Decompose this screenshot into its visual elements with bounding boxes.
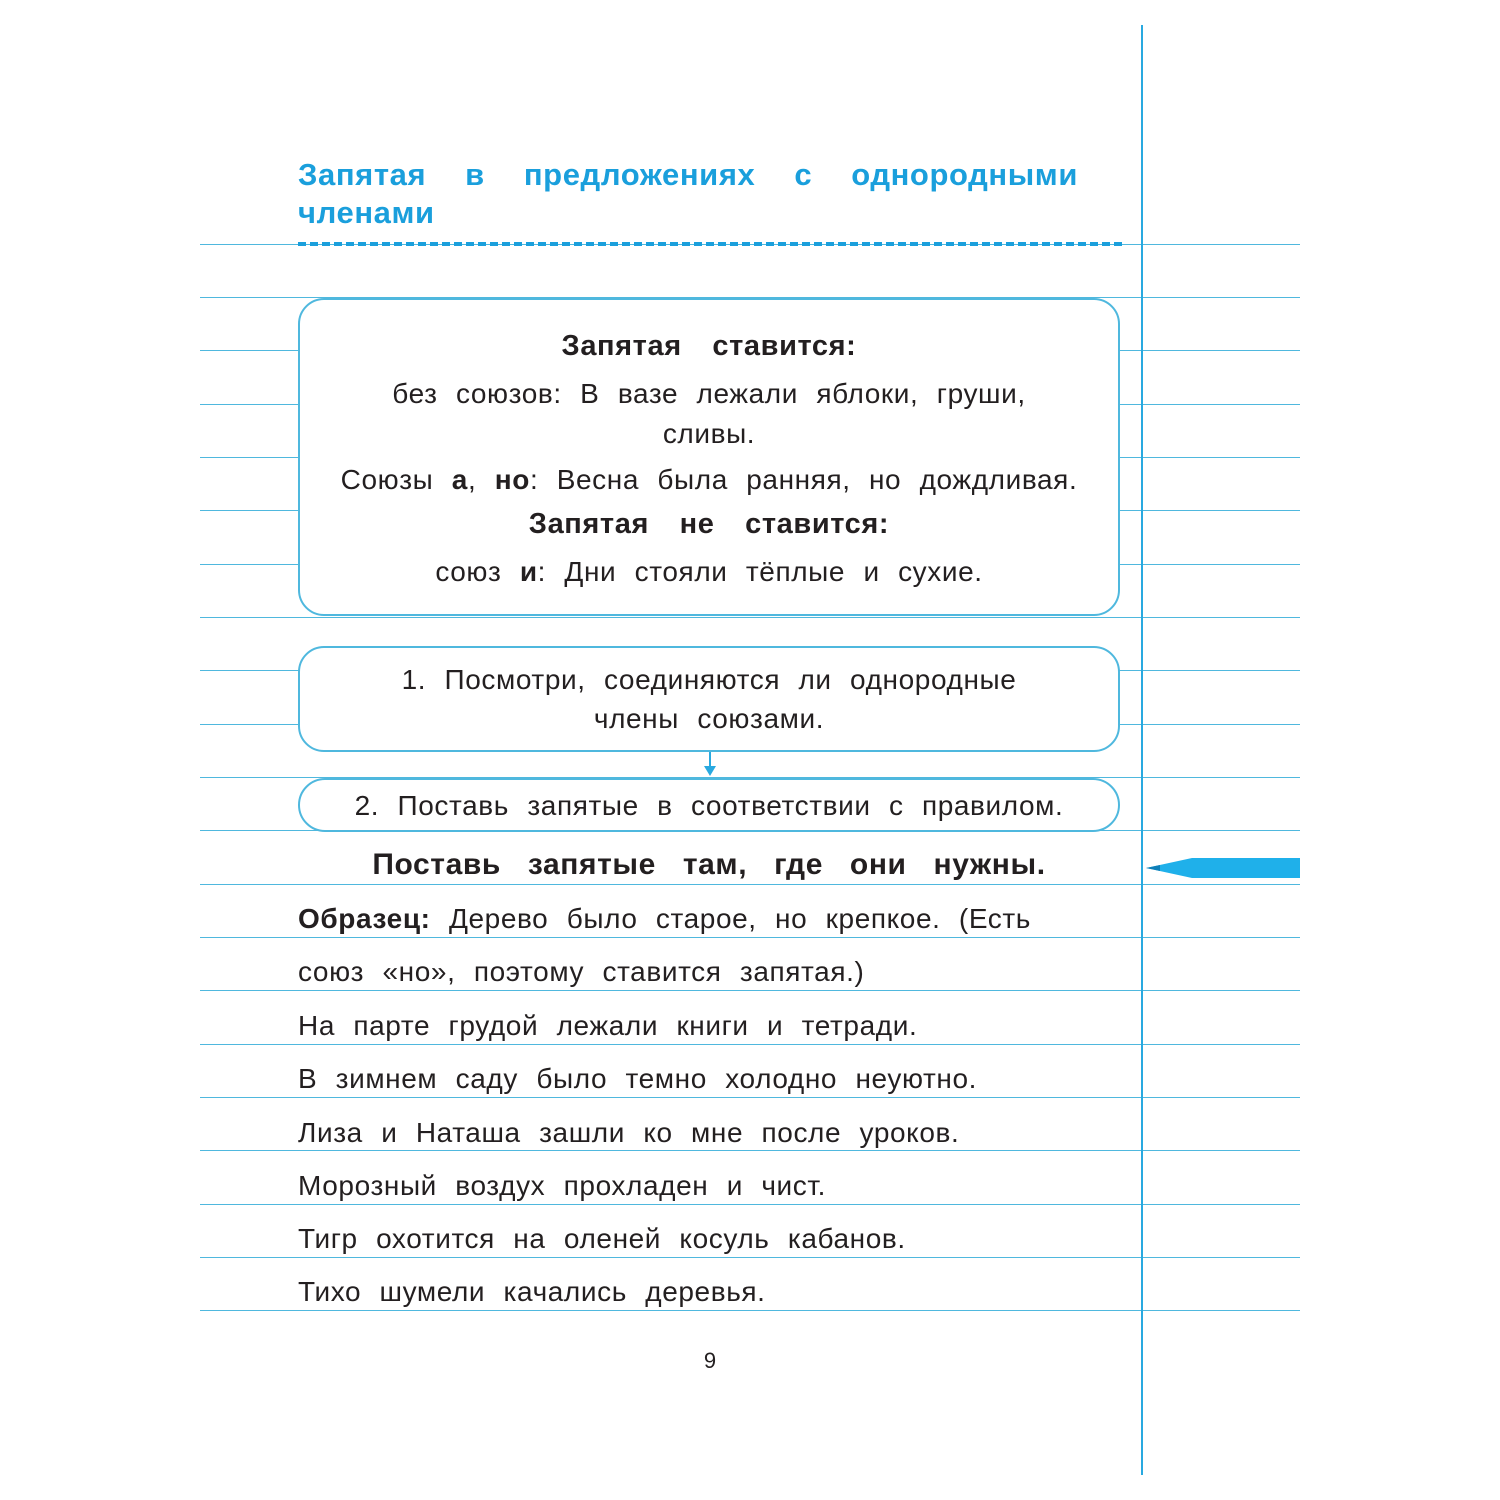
conj-a: а xyxy=(451,464,468,495)
rule-line-3 xyxy=(298,464,1120,496)
rule-line-4 xyxy=(298,556,1120,588)
exercise-sentence-6: Тихо шумели качались деревья. xyxy=(298,1276,766,1307)
title-underline xyxy=(298,242,1122,246)
exercise-sentence-4: Морозный воздух прохладен и чист. xyxy=(298,1170,827,1201)
step-1-line-1: 1. Посмотри, соединяются ли однородные xyxy=(401,664,1017,695)
step-1-line-2: члены союзами. xyxy=(593,703,825,734)
page-number: 9 xyxy=(703,1348,717,1373)
rule-line-2: сливы. xyxy=(662,418,756,449)
margin-line xyxy=(1141,25,1143,1475)
rule-line-1: без союзов: В вазе лежали яблоки, груши, xyxy=(392,378,1026,409)
step-1-box xyxy=(298,646,1120,752)
rule-line-4-prefix: союз xyxy=(435,556,520,587)
sample-text-2: союз «но», поэтому ставится запятая.) xyxy=(298,956,865,987)
rule-heading-yes: Запятая ставится: xyxy=(561,330,857,362)
exercise-sentence-2: В зимнем саду было темно холодно неуютно. xyxy=(298,1063,977,1094)
arrow-down-icon xyxy=(704,766,716,776)
sample-label: Образец: xyxy=(298,903,431,934)
conj-i: и xyxy=(519,556,538,587)
exercise-sentence-1: На парте грудой лежали книги и тетради. xyxy=(298,1010,918,1041)
page-title: Запятая в предложениях с однородными членами xyxy=(298,157,1078,230)
exercise-sentence-3: Лиза и Наташа зашли ко мне после уроков. xyxy=(298,1117,960,1148)
exercise-sentence-5: Тигр охотится на оленей косуль кабанов. xyxy=(298,1223,906,1254)
pencil-icon xyxy=(1146,856,1300,880)
rule-line-3-sep: , xyxy=(467,464,495,495)
sample-text-1: Дерево было старое, но крепкое. (Есть xyxy=(430,903,1031,934)
rule-line-4-suffix: : Дни стояли тёплые и сухие. xyxy=(537,556,983,587)
task-instruction: Поставь запятые там, где они нужны. xyxy=(372,848,1046,881)
step-2-text: 2. Поставь запятые в соответствии с правилом. xyxy=(354,790,1064,821)
rule-line-3-suffix: : Весна была ранняя, но дождливая. xyxy=(529,464,1078,495)
rule-line-3-prefix: Союзы xyxy=(340,464,452,495)
sample-line-1 xyxy=(298,903,1031,935)
rule-heading-no: Запятая не ставится: xyxy=(528,508,890,540)
conj-no: но xyxy=(494,464,530,495)
